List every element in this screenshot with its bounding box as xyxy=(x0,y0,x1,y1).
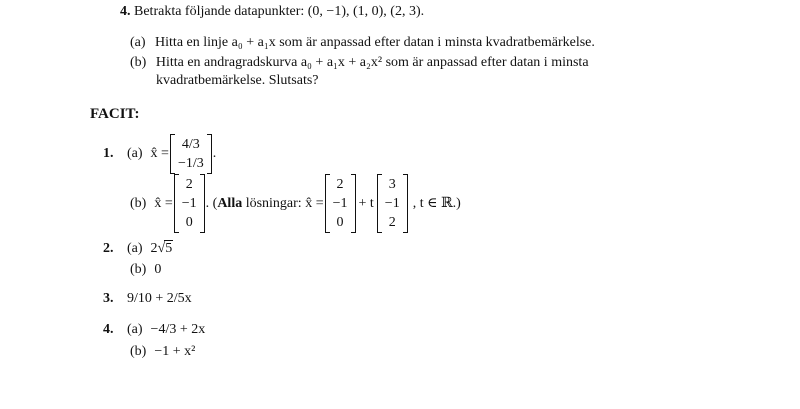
vector-entry: 2 xyxy=(336,177,344,192)
answer-2b xyxy=(130,262,161,278)
vector-entry: −1 xyxy=(332,196,348,211)
part-a-label: (a) xyxy=(130,35,146,50)
answer-value: −4/3 + 2x xyxy=(150,322,206,337)
answer-plus-t: + t xyxy=(358,195,374,211)
answer-tail: , t ∈ ℝ.) xyxy=(412,196,461,211)
answer-part-label: (a) xyxy=(127,322,143,337)
vector-entry: 0 xyxy=(336,215,344,230)
part-a-text: Hitta en linje a₀ + a₁x som är anpassad efter datan i minsta kvadratbemärkelse. xyxy=(155,35,595,50)
answer-value: 9/10 + 2/5x xyxy=(127,291,192,306)
vector-entry: −1 xyxy=(181,196,197,211)
vector-entry: 3 xyxy=(388,177,396,192)
answer-coefficient: 2 xyxy=(150,240,158,256)
answer-1b xyxy=(130,174,461,233)
question-number: 4. xyxy=(120,4,131,19)
sqrt-symbol: √ xyxy=(157,240,166,256)
vector-entry: −1 xyxy=(384,196,400,211)
vector-x-hat-1a xyxy=(170,134,212,174)
question-4 xyxy=(120,4,424,20)
answer-number: 2. xyxy=(103,240,114,256)
vector-entry: 2 xyxy=(185,177,193,192)
answer-3 xyxy=(103,291,192,307)
vector-x-hat-1b xyxy=(174,174,205,233)
vector-entry: 0 xyxy=(185,215,193,230)
answer-value: −1 + x² xyxy=(154,344,196,359)
answer-part-label: (b) xyxy=(130,344,147,359)
vector-entry: 2 xyxy=(388,215,396,230)
answer-part-label: (b) xyxy=(130,262,147,277)
answer-number: 1. xyxy=(103,146,114,161)
answer-2a xyxy=(103,240,173,257)
answer-lhs: x̂ = xyxy=(150,146,169,161)
question-part-b xyxy=(130,55,589,71)
answer-part-label: (b) xyxy=(130,195,147,211)
vector-particular xyxy=(325,174,356,233)
answer-separator: . ( xyxy=(205,195,218,211)
question-part-a xyxy=(130,35,595,51)
answer-value: 0 xyxy=(154,262,162,277)
answer-4a xyxy=(103,322,205,338)
answer-bold-word: Alla xyxy=(217,195,243,211)
answer-4b xyxy=(130,344,195,360)
answer-lhs: x̂ = xyxy=(154,195,173,211)
answer-1a xyxy=(103,134,216,174)
part-b-label: (b) xyxy=(130,55,147,70)
answer-text: lösningar: x̂ = xyxy=(242,195,324,211)
answer-part-label: (a) xyxy=(127,240,143,256)
facit-heading: FACIT: xyxy=(90,106,140,122)
part-b-text-line1: Hitta en andragradskurva a₀ + a₁x + a₂x² som är anpassad efter datan i minsta xyxy=(155,55,589,70)
vector-entry: 4/3 xyxy=(181,137,200,152)
vector-direction xyxy=(377,174,408,233)
answer-part-label: (a) xyxy=(127,146,143,161)
sqrt-radicand: 5 xyxy=(165,241,173,256)
answer-end: . xyxy=(212,146,217,161)
part-b-text-line2: kvadratbemärkelse. Slutsats? xyxy=(156,73,319,88)
question-stem: Betrakta följande datapunkter: (0, −1), (1, 0), (2, 3). xyxy=(134,4,425,19)
answer-number: 4. xyxy=(103,322,114,337)
vector-entry: −1/3 xyxy=(177,156,204,171)
answer-number: 3. xyxy=(103,291,114,306)
